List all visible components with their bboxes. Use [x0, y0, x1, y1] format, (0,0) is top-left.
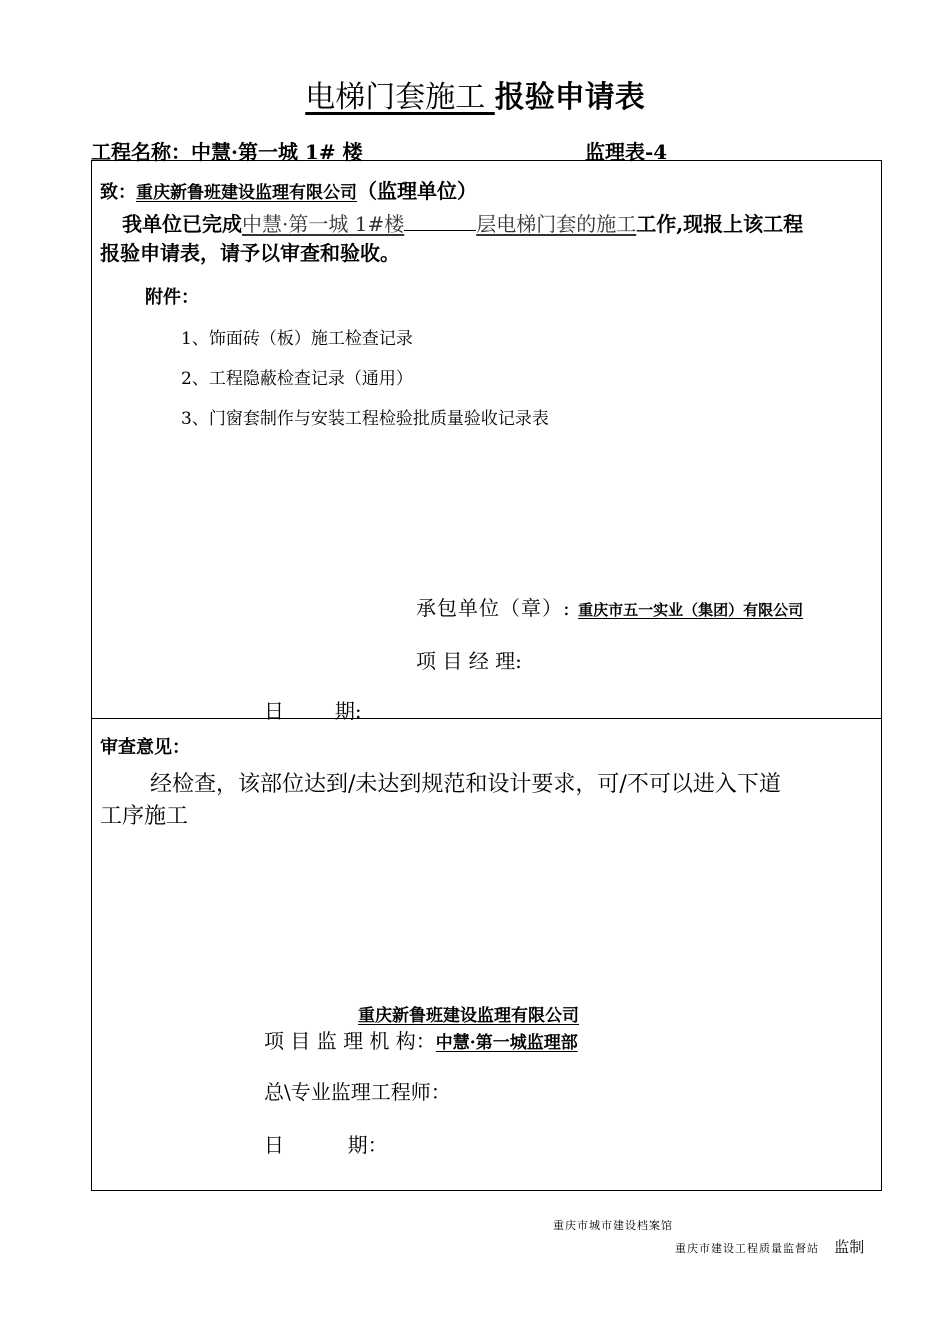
section-divider [92, 718, 881, 719]
footer-supervised: 监制 [834, 1238, 865, 1256]
footer-archive: 重庆市城市建设档案馆 [553, 1219, 673, 1232]
form-number: 监理表-4 [585, 140, 668, 164]
contractor-name: 重庆市五一实业（集团）有限公司 [578, 601, 804, 619]
review-date-label: 日 期： [264, 1133, 388, 1157]
completion-line [122, 208, 803, 237]
floor-blank [404, 230, 476, 231]
form-title-part1: 电梯门套施工 [305, 80, 495, 115]
attachments-label: 附件： [145, 287, 199, 308]
engineer-label: 总\专业监理工程师： [264, 1080, 451, 1104]
addressee-label: 致： [100, 182, 136, 203]
attachment-item: 2、工程隐蔽检查记录（通用） [181, 369, 413, 389]
supervision-org-name: 中慧·第一城监理部 [435, 1033, 578, 1053]
application-date-label: 日 期: [264, 699, 362, 723]
completion-suffix: 工作,现报上该工程 [636, 212, 804, 236]
addressee-suffix: （监理单位） [357, 179, 477, 203]
completion-prefix: 我单位已完成 [122, 212, 242, 236]
completion-project: 中慧·第一城 1#楼 [242, 212, 405, 236]
project-manager-label: 项 目 经 理: [416, 649, 522, 673]
supervision-company: 重庆新鲁班建设监理有限公司 [358, 1006, 579, 1026]
footer-station: 重庆市建设工程质量监督站 [675, 1242, 819, 1255]
addressee-company: 重庆新鲁班建设监理有限公司 [136, 183, 357, 203]
footer-supervision [675, 1236, 864, 1257]
supervision-org-line [264, 1025, 578, 1054]
review-label: 审查意见： [100, 737, 190, 758]
form-title-part2: 报验申请表 [494, 80, 645, 115]
project-name: 工程名称：中慧·第一城 1# 楼 [91, 140, 363, 164]
addressee-line [100, 175, 477, 204]
attachment-item: 1、饰面砖（板）施工检查记录 [181, 329, 413, 349]
completion-floor: 层电梯门套的施工 [476, 212, 637, 236]
form-title [0, 72, 950, 116]
review-text-line2: 工序施工 [100, 804, 189, 829]
contractor-label: 承包单位（章）: [416, 596, 579, 620]
review-text-line1: 经检查，该部位达到/未达到规范和设计要求，可/不可以进入下道 [150, 772, 781, 797]
completion-line2: 报验申请表，请予以审查和验收。 [100, 241, 400, 265]
supervision-org-label: 项 目 监 理 机 构： [264, 1029, 436, 1053]
contractor-line [416, 592, 803, 621]
attachment-item: 3、门窗套制作与安装工程检验批质量验收记录表 [181, 409, 549, 429]
